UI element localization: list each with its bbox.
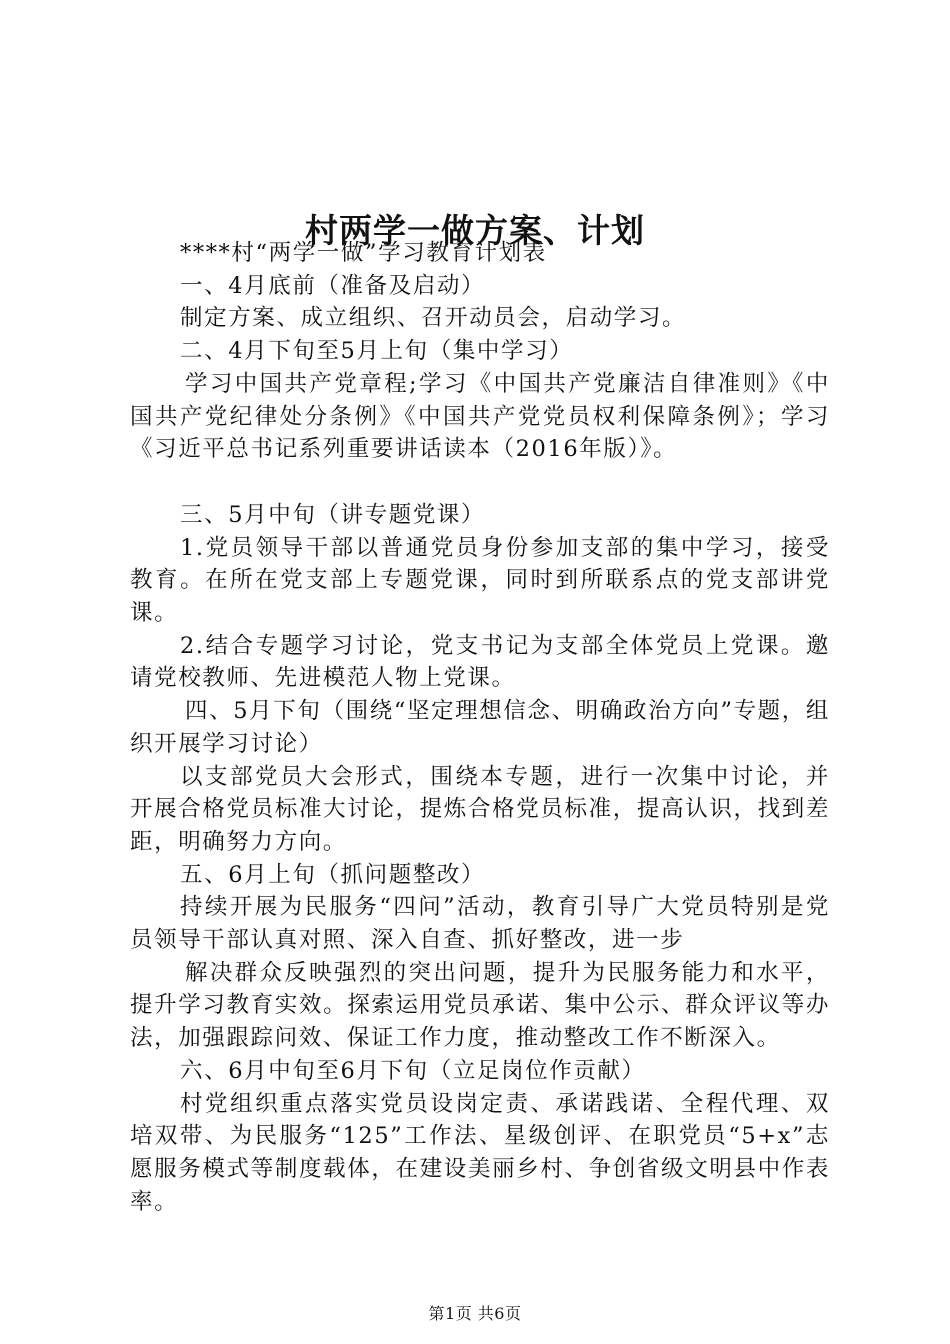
page-number: 第1页 共6页 xyxy=(428,1304,522,1323)
section-3-heading: 三、5月中旬（讲专题党课） xyxy=(180,501,486,528)
section-2-heading: 二、4月下旬至5月上旬（集中学习） xyxy=(180,338,574,365)
paragraph-spacer xyxy=(130,466,830,499)
section-1-text: 制定方案、成立组织、召开动员会，启动学习。 xyxy=(180,305,687,332)
section-4-text: 以支部党员大会形式，围绕本专题，进行一次集中讨论，并开展合格党员标准大讨论，提炼合格党员标准，提高认识，找到差距，明确努力方向。 xyxy=(130,763,830,855)
section-3-item-2: 2.结合专题学习讨论，党支书记为支部全体党员上党课。邀请党校教师、先进模范人物上党课。 xyxy=(130,632,830,692)
section-6-text: 村党组织重点落实党员设岗定责、承诺践诺、全程代理、双培双带、为民服务“125”工作法、星级创评、在职党员“5+x”志愿服务模式等制度载体，在建设美丽乡村、争创省级文明县中作表率。 xyxy=(130,1090,830,1215)
section-5-text: 持续开展为民服务“四问”活动，教育引导广大党员特别是党员领导干部认真对照、深入自查、抓好整改，进一步 xyxy=(130,894,830,954)
section-2-text: 学习中国共产党章程;学习《中国共产党廉洁自律准则》《中国共产党纪律处分条例》《中国共产党党员权利保障条例》；学习《习近平总书记系列重要讲话读本（2016年版）》。 xyxy=(130,370,830,463)
section-4-heading: 四、5月下旬（围绕“坚定理想信念、明确政治方向”专题，组织开展学习讨论） xyxy=(130,698,830,757)
document-body xyxy=(130,237,830,1218)
plan-table-heading: ****村“两学一做”学习教育计划表 xyxy=(180,240,547,266)
section-3-item-1: 1.党员领导干部以普通党员身份参加支部的集中学习，接受教育。在所在党支部上专题党课，同时到所联系点的党支部讲党课。 xyxy=(130,534,830,627)
section-5-heading: 五、6月上旬（抓问题整改） xyxy=(180,861,486,888)
document-title: 村两学一做方案、计划 xyxy=(305,211,645,251)
section-6-heading: 六、6月中旬至6月下旬（立足岗位作贡献） xyxy=(180,1057,646,1084)
section-1-heading: 一、4月底前（准备及启动） xyxy=(180,272,486,299)
section-5-text-continued: 解决群众反映强烈的突出问题，提升为民服务能力和水平，提升学习教育实效。探索运用党员承诺、集中公示、群众评议等办法，加强跟踪问效、保证工作力度，推动整改工作不断深入。 xyxy=(130,959,830,1052)
